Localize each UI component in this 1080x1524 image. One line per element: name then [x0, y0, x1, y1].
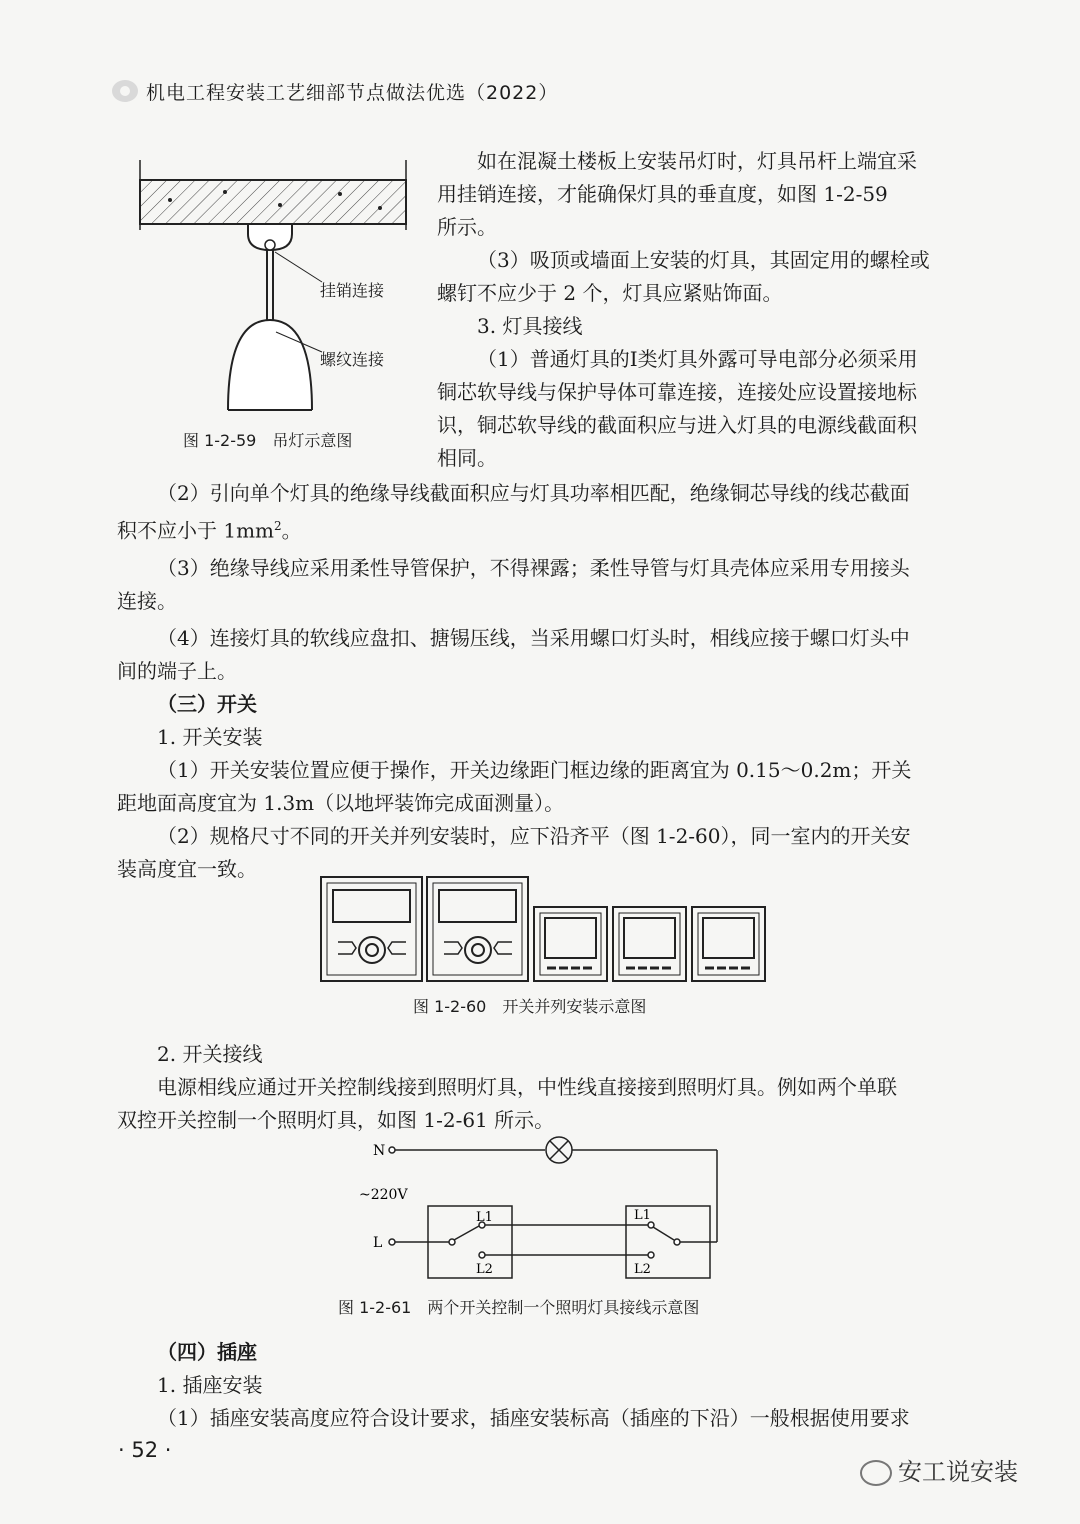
label-pin-connection: 挂销连接: [320, 281, 385, 300]
book-logo-icon: [112, 80, 138, 102]
label-l2: L2: [476, 1262, 493, 1277]
text-line: （1）开关安装位置应便于操作，开关边缘距门框边缘的距离宜为 0.15～0.2m；开关: [157, 757, 912, 782]
label-thread-connection: 螺纹连接: [320, 350, 385, 369]
text-line: 用挂销连接，才能确保灯具的垂直度，如图 1-2-59: [437, 182, 888, 206]
section-heading-switch: （三）开关: [157, 691, 257, 716]
watermark: 安工说安装: [860, 1452, 1018, 1487]
fig61-caption: 图 1-2-61 两个开关控制一个照明灯具接线示意图: [338, 1298, 700, 1317]
text-line: （3）吸顶或墙面上安装的灯具，其固定用的螺栓或: [477, 248, 930, 272]
small-switch-panel: [692, 907, 765, 981]
switch-panels-figure: [320, 876, 774, 984]
text-line: 电源相线应通过开关控制线接到照明灯具，中性线直接接到照明灯具。例如两个单联: [157, 1075, 897, 1099]
subheading-socket-install: 1. 插座安装: [157, 1373, 263, 1397]
text-line: 双控开关控制一个照明灯具，如图 1-2-61 所示。: [117, 1108, 555, 1132]
fig60-caption: 图 1-2-60 开关并列安装示意图: [413, 997, 647, 1016]
text-line: 距地面高度宜为 1.3m（以地坪装饰完成面测量）。: [117, 790, 565, 815]
small-switch-panel: [613, 907, 686, 981]
text-line: 铜芯软导线与保护导体可靠连接，连接处应设置接地标: [437, 380, 917, 404]
text-line: （1）普通灯具的Ⅰ类灯具外露可导电部分必须采用: [477, 347, 918, 371]
text-line: （3）绝缘导线应采用柔性导管保护，不得裸露；柔性导管与灯具壳体应采用专用接头: [157, 555, 910, 580]
fig59-caption: 图 1-2-59 吊灯示意图: [183, 431, 353, 450]
label-voltage: ~220V: [359, 1187, 408, 1203]
subheading-switch-wiring: 2. 开关接线: [157, 1042, 263, 1066]
text-line: 连接。: [117, 588, 177, 613]
two-way-switch-wiring-diagram: [359, 1135, 735, 1285]
label-n: N: [373, 1143, 386, 1159]
right-column-text: [437, 145, 930, 475]
text-line: （4）连接灯具的软线应盘扣、搪锡压线，当采用螺口灯头时，相线应接于螺口灯头中: [157, 625, 910, 650]
text-line: 所示。: [437, 215, 497, 239]
large-switch-panel: [427, 877, 528, 981]
text-line: （1）插座安装高度应符合设计要求，插座安装标高（插座的下沿）一般根据使用要求: [157, 1406, 910, 1430]
socket-section: [117, 1336, 910, 1435]
leader-pin: [275, 252, 322, 282]
book-title: 机电工程安装工艺细部节点做法优选（2022）: [146, 82, 559, 104]
large-switch-panel: [321, 877, 422, 981]
label-l1: L1: [476, 1210, 493, 1225]
switch-blade-1: [454, 1226, 479, 1240]
body-text-block: [117, 477, 911, 886]
text-line: 螺钉不应少于 2 个，灯具应紧贴饰面。: [437, 281, 783, 305]
section-subheading: 3. 灯具接线: [477, 314, 583, 338]
switch-blade-2: [653, 1227, 674, 1240]
lamp-shade: [228, 320, 312, 410]
running-header: [112, 78, 559, 104]
label-l2: L2: [634, 1262, 651, 1277]
terminal-n: [389, 1147, 395, 1153]
text-line: （2）规格尺寸不同的开关并列安装时，应下沿齐平（图 1-2-60），同一室内的开关安: [157, 823, 911, 848]
wiring-text-block: [117, 1038, 897, 1137]
label-l1: L1: [634, 1208, 651, 1223]
small-switch-panel: [534, 907, 607, 981]
wechat-icon: [860, 1460, 892, 1486]
section-heading-socket: （四）插座: [157, 1340, 257, 1364]
text-line: 装高度宜一致。: [117, 856, 257, 881]
subheading-switch-install: 1. 开关安装: [157, 724, 263, 749]
text-line: （2）引向单个灯具的绝缘导线截面积应与灯具功率相匹配，绝缘铜芯导线的线芯截面: [157, 481, 910, 505]
text-line: 识，铜芯软导线的截面积应与进入灯具的电源线截面积: [437, 413, 917, 437]
text-line: 积不应小于 $1mm^2$。: [117, 518, 302, 543]
text-line: 如在混凝土楼板上安装吊灯时，灯具吊杆上端宜采: [477, 149, 917, 173]
text-line: 相同。: [437, 446, 497, 470]
concrete-slab: [140, 180, 406, 224]
page-number: · 52 ·: [118, 1438, 172, 1462]
text-line: 间的端子上。: [117, 658, 237, 683]
hook-pin: [265, 240, 275, 250]
terminal-l: [389, 1239, 395, 1245]
label-l: L: [373, 1235, 383, 1251]
